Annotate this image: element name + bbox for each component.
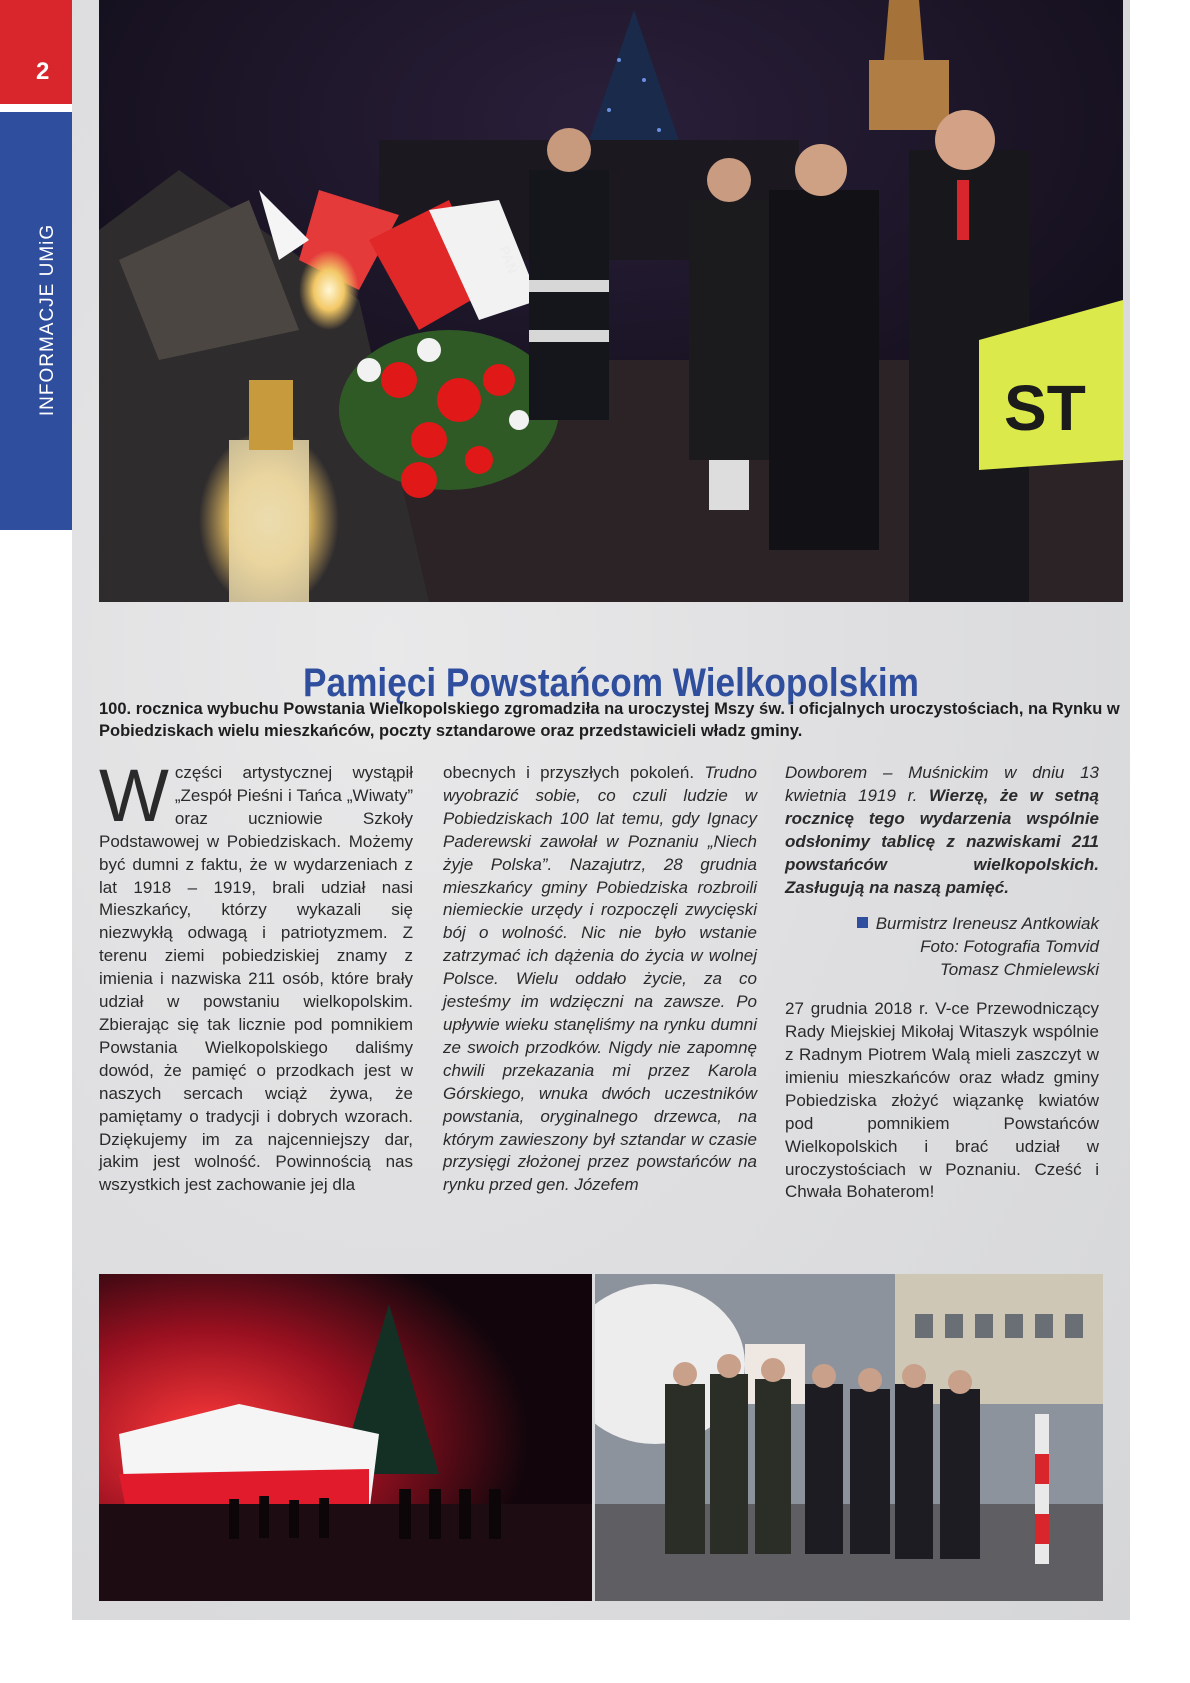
drop-cap: W — [99, 754, 169, 837]
article-column-1 — [99, 754, 413, 1197]
column-3-quote: Dowborem – Muśnickim w dniu 13 kwietnia 1919 r. — [785, 763, 1099, 805]
column-3-text: 27 grudnia 2018 r. V-ce Przewodniczący Rady Miejskiej Mikołaj Witaszyk wspólnie z Radnym Piotrem Walą mieli zaszczyt w imieniu mieszkańców oraz władz gminy Pobiedziska złożyć wiązankę kwiatów pod pomnikiem Powstańców Wielkopolskich i brać udział w uroczystościach w Poznaniu. Cześć i Chwała Bohaterom! — [785, 999, 1099, 1202]
badge-text: PAŃ — [496, 243, 521, 276]
article-lead: 100. rocznica wybuchu Powstania Wielkopolskiego zgromadziła na uroczystej Mszy św. i oficjalnych uroczystościach, na Rynku w Pobiedziskach wielu mieszkańców, poczty sztandarowe oraz przedstawicieli władz gminy. — [99, 700, 1120, 740]
square-bullet-icon — [857, 917, 868, 928]
credit-photo: Foto: Fotografia Tomvid — [920, 937, 1099, 957]
photo-group — [595, 1274, 1103, 1601]
credit-author: Burmistrz Ireneusz Antkowiak — [875, 914, 1099, 934]
article-column-3 — [785, 762, 1099, 1204]
column-2-quote: Trudno wyobrazić sobie, co czuli ludzie w Pobiedziskach 100 lat temu, gdy Ignacy Paderewski zawołał w Poznaniu „Niech żyje Polska”. Nazajutrz, 28 grudnia mieszkańcy gminy Pobiedziska rozbroili niemieckie urzędy i rozpoczęli zwycięski bój o wolność. Nic nie było wstanie zatrzymać ich dążenia do życia w wolnej Polsce. Wielu oddało życie, za co jesteśmy im wdzięczni na zawsze. Po upływie wieku stanęliśmy na rynku dumni ze swoich przodków. Nigdy nie zapomnę chwili przekazania mi przez Karola Górskiego, wnuka dwóch uczestników powstania, oryginalnego drzewca, na którym zawieszony był sztandar w czasie przysięgi złożonej przez powstańców na rynku przed gen. Józefem — [443, 763, 758, 1195]
vest-text: ST — [1004, 372, 1086, 444]
column-1-text: części artystycznej wystąpił „Zespół Pieśni i Tańca „Wiwaty” oraz uczniowie Szkoły Podstawowej w Pobiedziskach. Możemy być dumni z faktu, że w wydarzeniach z lat 1918 – 1919, brali udział nasi Mieszkańcy, którzy wykazali się niezwykłą odwagą i patriotyzmem. Z terenu ziemi pobiedziskiej znamy z imienia i nazwiska 211 osób, które brały udział w powstaniu wielkopolskim. Zbierając się tak licznie pod pomnikiem Powstania Wielkopolskiego daliśmy dowód, że pamięć o przodkach jest w naszych sercach wciąż żywa, że pamiętamy o tradycji i dobrych wzorach. Dziękujemy im za najcenniejszy dar, jakim jest wolność. Powinnością nas wszystkich jest zachowanie jej dla — [99, 763, 413, 1195]
column-2-plain: obecnych i przyszłych pokoleń. — [443, 763, 695, 782]
column-3-emphasis: Wierzę, że w setną rocznicę tego wydarzenia wspólnie odsłonimy tablicę z nazwiskami 211 powstańców wielkopolskich. Zasługują na naszą pamięć. — [785, 785, 1099, 897]
section-label: INFORMACJE UMiG — [37, 223, 58, 417]
sidebar-red-block — [0, 0, 76, 104]
article-title: Pamięci Powstańcom Wielkopolskim — [303, 660, 919, 705]
main-photo — [99, 0, 1123, 602]
author-credit — [785, 913, 1099, 982]
sidebar-divider — [0, 104, 76, 110]
page-number: 2 — [36, 58, 50, 85]
article-column-2 — [443, 762, 757, 1197]
photo-flares — [99, 1274, 592, 1601]
credit-photographer: Tomasz Chmielewski — [939, 960, 1099, 980]
